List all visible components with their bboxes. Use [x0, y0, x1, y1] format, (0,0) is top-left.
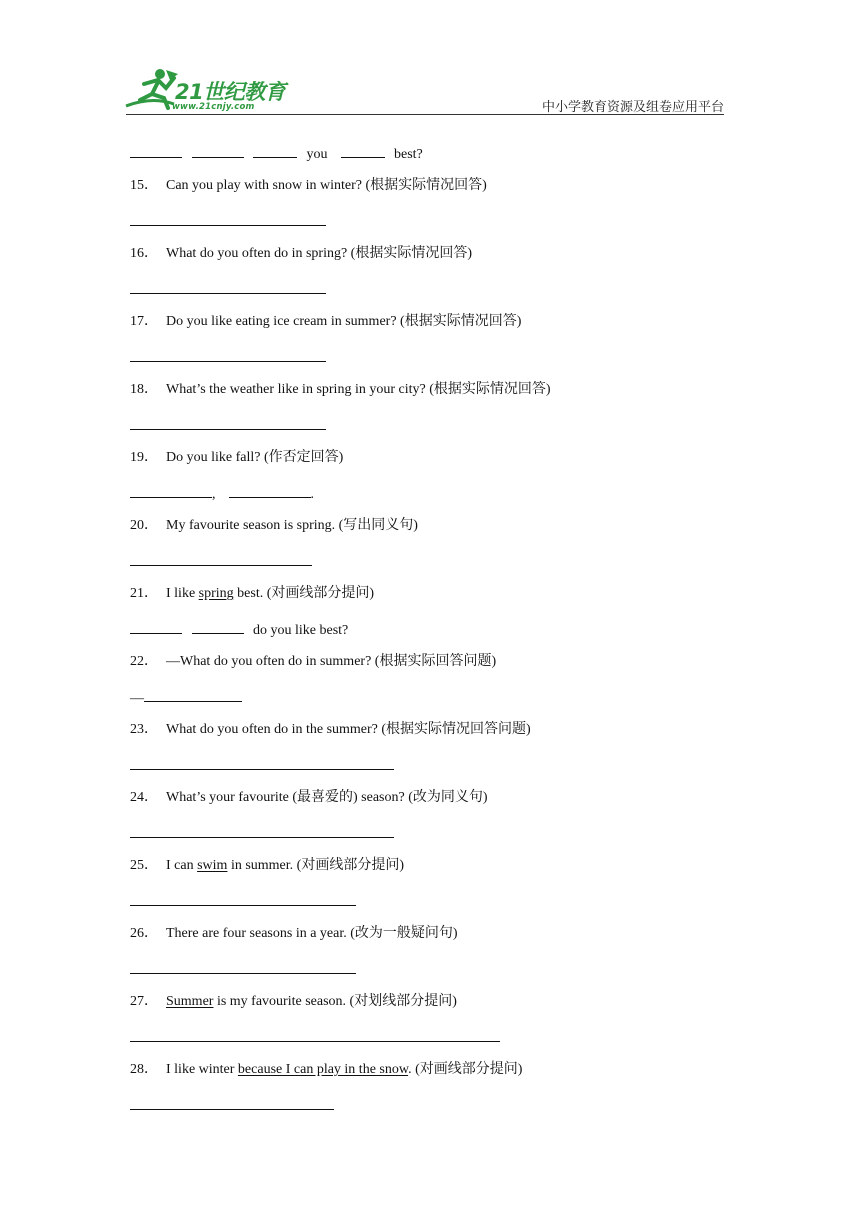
question-24 — [130, 789, 730, 823]
answer-blank[interactable] — [130, 483, 212, 498]
answer-line — [130, 551, 730, 585]
answer-blank[interactable] — [130, 415, 326, 430]
answer-line — [130, 823, 730, 857]
question-number: 22． — [130, 654, 158, 669]
q14-best: best? — [394, 147, 423, 162]
question-27 — [130, 993, 730, 1027]
question-number: 23． — [130, 722, 158, 737]
dash: — — [130, 691, 144, 706]
question-text: There are four seasons in a year. (改为一般疑问句) — [166, 926, 458, 941]
question-text: I can — [166, 858, 198, 873]
question-text: —What do you often do in summer? (根据实际回答问题) — [166, 654, 497, 669]
question-text: best. (对画线部分提问) — [233, 586, 375, 601]
question-number: 28． — [130, 1062, 158, 1077]
question-number: 21． — [130, 586, 158, 601]
question-text: What do you often do in spring? (根据实际情况回答) — [166, 246, 473, 261]
answer-blank[interactable] — [130, 755, 394, 770]
question-text: What do you often do in the summer? (根据实际情况回答问题) — [166, 722, 531, 737]
question-number: 19． — [130, 450, 158, 465]
underlined-text: spring — [198, 586, 234, 601]
question-text: I like winter — [166, 1062, 238, 1077]
question-text: Can you play with snow in winter? (根据实际情况回答) — [166, 178, 487, 193]
underlined-text: Summer — [166, 994, 214, 1009]
answer-line — [130, 687, 730, 721]
answer-blank[interactable] — [130, 959, 356, 974]
question-text: What’s the weather like in spring in your city? (根据实际情况回答) — [166, 382, 551, 397]
underlined-text: because I can play in the snow — [237, 1062, 409, 1077]
question-number: 25． — [130, 858, 158, 873]
question-16 — [130, 245, 730, 279]
question-19 — [130, 449, 730, 483]
answer-blank[interactable] — [130, 1027, 500, 1042]
answer-blank[interactable] — [130, 891, 356, 906]
answer-line — [130, 483, 730, 517]
answer-line — [130, 1027, 730, 1061]
question-15 — [130, 177, 730, 211]
question-25 — [130, 857, 730, 891]
question-text: is my favourite season. (对划线部分提问) — [213, 994, 457, 1009]
period: . — [310, 487, 314, 502]
question-number: 24． — [130, 790, 158, 805]
question-text: I like — [166, 586, 199, 601]
question-number: 20． — [130, 518, 158, 533]
question-number: 15． — [130, 178, 158, 193]
answer-line — [130, 1095, 730, 1129]
answer-tail: do you like best? — [253, 623, 349, 638]
answer-line — [130, 755, 730, 789]
answer-line — [130, 279, 730, 313]
question-text: Do you like eating ice cream in summer? (根据实际情况回答) — [166, 314, 522, 329]
answer-blank[interactable] — [192, 619, 244, 634]
answer-blank[interactable] — [192, 143, 244, 158]
question-number: 17． — [130, 314, 158, 329]
question-number: 16． — [130, 246, 158, 261]
question-text: My favourite season is spring. (写出同义句) — [166, 518, 418, 533]
question-text: What’s your favourite (最喜爱的) season? (改为同义句) — [166, 790, 488, 805]
answer-blank[interactable] — [130, 279, 326, 294]
answer-blank[interactable] — [130, 347, 326, 362]
question-28 — [130, 1061, 730, 1095]
question-text: . (对画线部分提问) — [408, 1062, 523, 1077]
header-divider — [126, 114, 724, 115]
question-17 — [130, 313, 730, 347]
answer-line — [130, 347, 730, 381]
question-18 — [130, 381, 730, 415]
question-20 — [130, 517, 730, 551]
answer-blank[interactable] — [144, 687, 242, 702]
answer-blank[interactable] — [130, 211, 326, 226]
answer-line — [130, 415, 730, 449]
answer-line — [130, 619, 730, 653]
answer-line — [130, 211, 730, 245]
page-header — [0, 0, 860, 120]
answer-blank[interactable] — [253, 143, 297, 158]
answer-blank[interactable] — [130, 619, 182, 634]
question-text: in summer. (对画线部分提问) — [227, 858, 404, 873]
question-number: 18． — [130, 382, 158, 397]
answer-line — [130, 891, 730, 925]
logo-url: www.21cnjy.com — [172, 102, 255, 112]
platform-title: 中小学教育资源及组卷应用平台 — [541, 99, 724, 114]
question-23 — [130, 721, 730, 755]
question-number: 26． — [130, 926, 158, 941]
answer-blank[interactable] — [229, 483, 311, 498]
answer-blank[interactable] — [130, 1095, 334, 1110]
worksheet — [130, 143, 730, 1129]
question-21 — [130, 585, 730, 619]
answer-blank[interactable] — [341, 143, 385, 158]
q14-answer-line — [130, 143, 730, 177]
logo-wordmark: 21世纪教育 — [175, 80, 286, 104]
question-26 — [130, 925, 730, 959]
question-22 — [130, 653, 730, 687]
q14-you: you — [306, 147, 328, 162]
answer-blank[interactable] — [130, 551, 312, 566]
question-text: Do you like fall? (作否定回答) — [166, 450, 344, 465]
answer-blank[interactable] — [130, 143, 182, 158]
answer-blank[interactable] — [130, 823, 394, 838]
answer-line — [130, 959, 730, 993]
question-number: 27． — [130, 994, 158, 1009]
underlined-text: swim — [197, 858, 228, 873]
comma: , — [212, 487, 216, 502]
